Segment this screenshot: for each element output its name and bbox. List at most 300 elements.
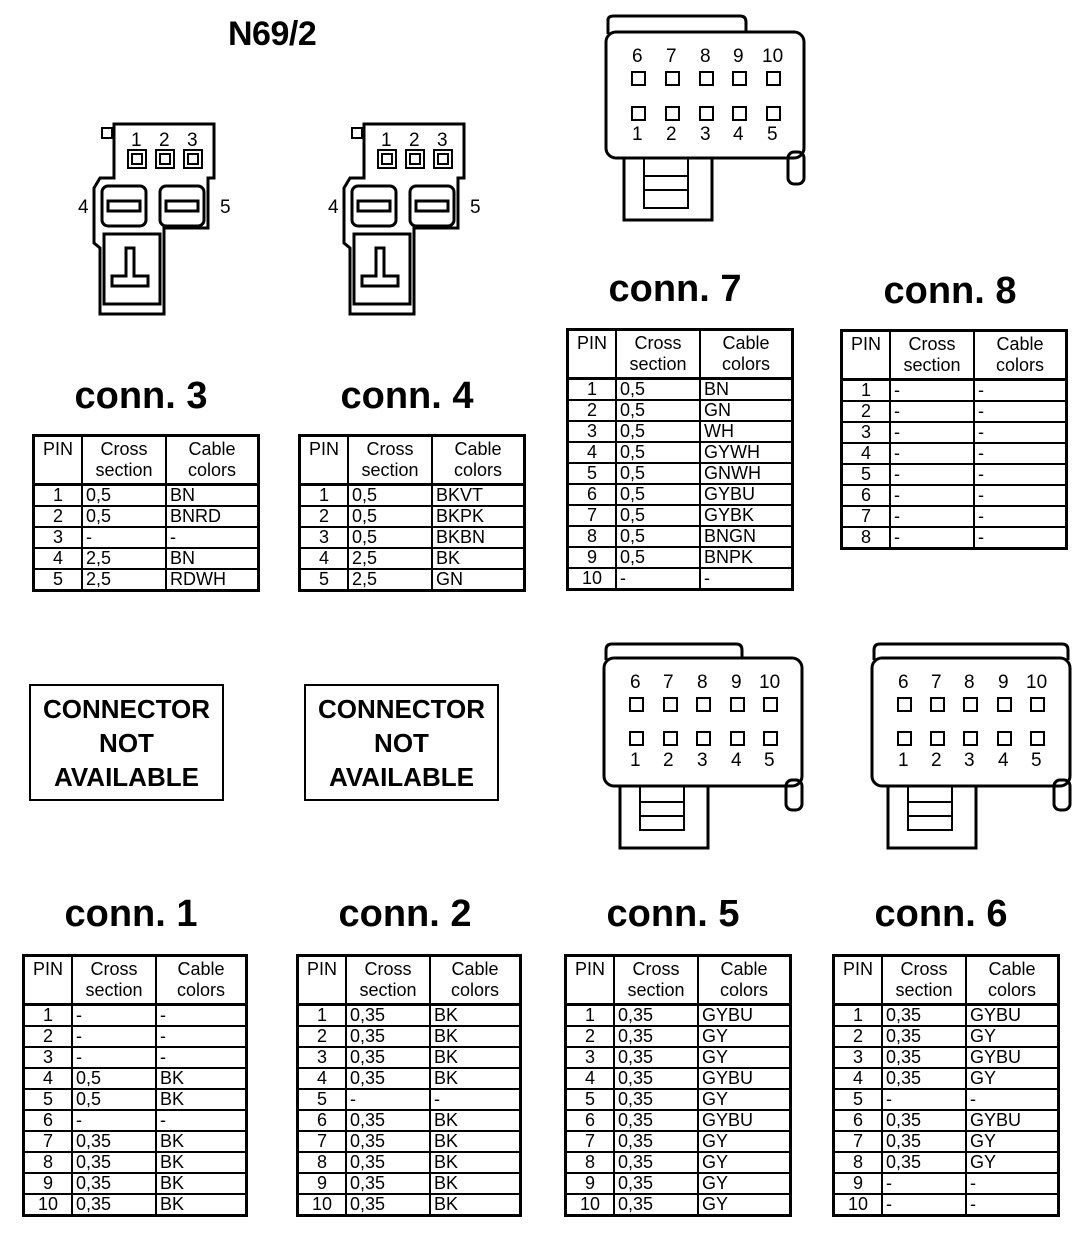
cable-color-value: BK [156, 1173, 247, 1194]
section-label: section [95, 460, 153, 480]
cross-section-value: 0,5 [616, 442, 700, 463]
cross-label: Cross [90, 959, 138, 979]
conn1-pin-table [22, 954, 248, 1217]
cross-section-value: - [890, 443, 974, 464]
pin-label: 4 [998, 750, 1009, 771]
pin-label: 3 [697, 750, 708, 771]
table-row [566, 1194, 791, 1216]
conn1-title: conn. 1 [64, 893, 198, 935]
pin-number: 3 [24, 1047, 73, 1068]
pin-number: 9 [568, 547, 617, 568]
cable-color-value: GN [700, 400, 793, 421]
cable-color-value: BN [700, 379, 793, 401]
cross-section-value: 0,5 [616, 484, 700, 505]
cross-section-value: 0,35 [346, 1047, 430, 1068]
pin-number: 4 [24, 1068, 73, 1089]
cable-color-value: GNWH [700, 463, 793, 484]
cable-color-value: GN [432, 569, 525, 591]
cable-color-value: - [974, 443, 1067, 464]
table-row [568, 526, 793, 547]
pin-label: 6 [632, 46, 643, 67]
pin-label: 8 [697, 672, 708, 693]
cable-color-value: GYBU [966, 1047, 1059, 1068]
pin-number: 3 [834, 1047, 883, 1068]
table-row [568, 463, 793, 484]
table-row [568, 379, 793, 401]
connector-5-drawing [598, 640, 808, 850]
cable-color-value: - [966, 1173, 1059, 1194]
cable-color-value: GYBU [966, 1110, 1059, 1131]
table-row [568, 442, 793, 463]
pin-number: 6 [24, 1110, 73, 1131]
cable-color-value: - [974, 380, 1067, 402]
cable-color-value: - [156, 1026, 247, 1047]
conn4-title: conn. 4 [340, 375, 474, 417]
cross-section-value: 2,5 [82, 548, 166, 569]
cross-section-header [882, 956, 966, 1005]
cross-section-value: 2,5 [348, 569, 432, 591]
cross-section-value: 2,5 [82, 569, 166, 591]
cable-color-value: BK [430, 1047, 521, 1068]
pin-number: 1 [566, 1005, 615, 1027]
conn2-title: conn. 2 [338, 893, 472, 935]
cross-section-value: 0,5 [348, 506, 432, 527]
cable-color-value: - [974, 485, 1067, 506]
pin-label: 3 [964, 750, 975, 771]
colors-label: colors [176, 980, 225, 1000]
cross-section-value: 0,35 [346, 1131, 430, 1152]
colors-label: colors [719, 980, 768, 1000]
table-row [834, 1068, 1059, 1089]
cable-color-value: - [974, 527, 1067, 549]
cross-section-value: 0,35 [346, 1194, 430, 1216]
pin-label: 4 [328, 197, 339, 218]
table-row [566, 1173, 791, 1194]
cross-section-value: - [890, 464, 974, 485]
table-row [24, 1194, 247, 1216]
pin-header-label: PIN [842, 959, 873, 979]
connector-2-not-available-note [304, 684, 499, 801]
pin-header [834, 956, 883, 1005]
cross-section-value: 0,35 [72, 1173, 156, 1194]
cable-color-value: GYBU [966, 1005, 1059, 1027]
pin-number: 6 [834, 1110, 883, 1131]
pin-header [568, 330, 617, 379]
table-row [568, 400, 793, 421]
table-row [298, 1110, 521, 1131]
pin-number: 3 [34, 527, 83, 548]
cross-section-value: 0,5 [72, 1089, 156, 1110]
table-row [34, 506, 259, 527]
conn7-pin-table [566, 328, 794, 591]
pin-number: 3 [566, 1047, 615, 1068]
table-row [24, 1068, 247, 1089]
pin-number: 5 [842, 464, 891, 485]
cable-color-value: BK [156, 1152, 247, 1173]
cable-color-value: GY [698, 1173, 791, 1194]
pin-header [24, 956, 73, 1005]
conn3-title: conn. 3 [74, 375, 208, 417]
cross-section-value: - [890, 527, 974, 549]
table-header-row [834, 956, 1059, 1005]
cross-section-value: - [72, 1047, 156, 1068]
table-header-row [34, 436, 259, 485]
pin-label: 3 [437, 130, 448, 151]
table-row [566, 1005, 791, 1027]
pin-label: 4 [731, 750, 742, 771]
table-row [566, 1152, 791, 1173]
pin-header-label: PIN [574, 959, 605, 979]
cable-color-value: BK [430, 1152, 521, 1173]
pin-number: 5 [300, 569, 349, 591]
cross-label: Cross [100, 439, 148, 459]
cable-color-value: - [156, 1110, 247, 1131]
connector-4-drawing [328, 118, 488, 318]
cross-section-header [346, 956, 430, 1005]
cable-color-value: BK [430, 1026, 521, 1047]
cross-section-value: 0,35 [614, 1131, 698, 1152]
cable-color-value: BNRD [166, 506, 259, 527]
cross-label: Cross [364, 959, 412, 979]
cable-color-value: BK [430, 1005, 521, 1027]
pin-number: 9 [834, 1173, 883, 1194]
table-header-row [300, 436, 525, 485]
cross-section-value: 0,35 [882, 1026, 966, 1047]
cable-color-value: - [974, 464, 1067, 485]
cable-colors-header [698, 956, 791, 1005]
table-row [298, 1152, 521, 1173]
cross-section-value: 0,35 [614, 1005, 698, 1027]
table-row [300, 548, 525, 569]
pin-number: 5 [24, 1089, 73, 1110]
conn8-pin-table [840, 329, 1068, 550]
cable-color-value: BN [166, 485, 259, 507]
pin-label: 9 [731, 672, 742, 693]
table-row [834, 1005, 1059, 1027]
pin-number: 2 [568, 400, 617, 421]
cable-color-value: - [156, 1047, 247, 1068]
cable-label: Cable [177, 959, 225, 979]
cable-color-value: BK [156, 1194, 247, 1216]
pin-number: 1 [34, 485, 83, 507]
table-header-row [568, 330, 793, 379]
table-header-row [298, 956, 521, 1005]
cable-color-value: BNPK [700, 547, 793, 568]
cross-section-value: - [882, 1089, 966, 1110]
cable-color-value: GY [698, 1089, 791, 1110]
pin-header [566, 956, 615, 1005]
table-row [298, 1005, 521, 1027]
cable-color-value: GYBU [700, 484, 793, 505]
pin-number: 2 [24, 1026, 73, 1047]
cable-label: Cable [188, 439, 236, 459]
pin-number: 7 [842, 506, 891, 527]
cable-color-value: GY [698, 1194, 791, 1216]
cross-section-header [348, 436, 432, 485]
cable-color-value: BK [430, 1068, 521, 1089]
table-row [566, 1089, 791, 1110]
pin-label: 1 [630, 750, 641, 771]
cable-colors-header [974, 331, 1067, 380]
pin-number: 10 [566, 1194, 615, 1216]
na-line-3: AVAILABLE [329, 761, 474, 792]
cross-section-value: 0,35 [882, 1047, 966, 1068]
cross-section-value: 0,35 [346, 1005, 430, 1027]
cross-section-value: 0,5 [616, 400, 700, 421]
cross-section-value: 0,5 [616, 526, 700, 547]
cable-label: Cable [720, 959, 768, 979]
table-row [24, 1131, 247, 1152]
cable-colors-header [966, 956, 1059, 1005]
cross-section-value: 0,5 [616, 463, 700, 484]
cross-section-value: - [616, 568, 700, 590]
cable-colors-header [166, 436, 259, 485]
table-row [24, 1152, 247, 1173]
pin-label: 1 [632, 124, 643, 145]
cable-label: Cable [722, 333, 770, 353]
cross-section-value: 0,35 [614, 1026, 698, 1047]
table-row [842, 506, 1067, 527]
table-row [298, 1089, 521, 1110]
cross-section-value: - [72, 1026, 156, 1047]
pin-header-label: PIN [306, 959, 337, 979]
cross-section-value: 0,35 [346, 1026, 430, 1047]
cable-color-value: GY [966, 1068, 1059, 1089]
cable-color-value: BK [156, 1089, 247, 1110]
pin-number: 1 [24, 1005, 73, 1027]
table-row [834, 1173, 1059, 1194]
pin-number: 4 [34, 548, 83, 569]
table-row [568, 505, 793, 526]
pin-number: 4 [834, 1068, 883, 1089]
pin-label: 8 [964, 672, 975, 693]
connector-7-drawing [600, 14, 810, 224]
cable-color-value: GYBU [698, 1068, 791, 1089]
cross-section-value: 0,35 [614, 1047, 698, 1068]
cable-color-value: BK [430, 1194, 521, 1216]
pin-label: 6 [898, 672, 909, 693]
pin-label: 2 [409, 130, 420, 151]
conn5-pin-table [564, 954, 792, 1217]
cross-section-value: 0,35 [346, 1152, 430, 1173]
pin-number: 2 [300, 506, 349, 527]
table-row [568, 568, 793, 590]
table-row [298, 1173, 521, 1194]
cable-colors-header [156, 956, 247, 1005]
cable-color-value: WH [700, 421, 793, 442]
pin-number: 9 [24, 1173, 73, 1194]
cross-section-value: - [890, 401, 974, 422]
pin-label: 5 [1031, 750, 1042, 771]
pin-number: 1 [298, 1005, 347, 1027]
table-row [834, 1131, 1059, 1152]
cross-section-value: 0,35 [614, 1152, 698, 1173]
pin-number: 4 [298, 1068, 347, 1089]
table-row [842, 422, 1067, 443]
conn5-title: conn. 5 [606, 893, 740, 935]
cable-color-value: GY [698, 1152, 791, 1173]
table-row [24, 1026, 247, 1047]
cross-section-value: 0,35 [614, 1194, 698, 1216]
pin-number: 3 [300, 527, 349, 548]
table-row [24, 1089, 247, 1110]
cable-color-value: BK [430, 1110, 521, 1131]
pin-number: 3 [842, 422, 891, 443]
pin-label: 4 [78, 197, 89, 218]
pin-header-label: PIN [850, 334, 881, 354]
cross-section-value: 0,5 [616, 421, 700, 442]
cross-label: Cross [366, 439, 414, 459]
pin-label: 5 [764, 750, 775, 771]
cable-color-value: - [974, 422, 1067, 443]
table-row [298, 1047, 521, 1068]
cable-color-value: BK [156, 1068, 247, 1089]
pin-label: 5 [767, 124, 778, 145]
cable-label: Cable [454, 439, 502, 459]
pin-number: 7 [566, 1131, 615, 1152]
cable-color-value: BK [430, 1131, 521, 1152]
colors-label: colors [987, 980, 1036, 1000]
cable-color-value: - [166, 527, 259, 548]
cable-color-value: - [974, 401, 1067, 422]
table-row [842, 380, 1067, 402]
colors-label: colors [450, 980, 499, 1000]
section-label: section [629, 354, 687, 374]
cable-color-value: GY [698, 1047, 791, 1068]
conn2-pin-table [296, 954, 522, 1217]
cross-section-value: 0,35 [614, 1068, 698, 1089]
pin-label: 2 [666, 124, 677, 145]
cross-section-value: - [346, 1089, 430, 1110]
pin-number: 10 [24, 1194, 73, 1216]
pin-label: 1 [381, 130, 392, 151]
pin-header [300, 436, 349, 485]
cable-color-value: GYWH [700, 442, 793, 463]
pin-number: 2 [566, 1026, 615, 1047]
cable-color-value: - [966, 1089, 1059, 1110]
table-row [566, 1110, 791, 1131]
cable-label: Cable [988, 959, 1036, 979]
cross-section-value: 0,5 [82, 485, 166, 507]
pin-label: 7 [663, 672, 674, 693]
cross-section-header [614, 956, 698, 1005]
colors-label: colors [995, 355, 1044, 375]
table-row [24, 1173, 247, 1194]
table-row [834, 1026, 1059, 1047]
pin-number: 8 [298, 1152, 347, 1173]
connector-3-drawing [78, 118, 238, 318]
cross-section-value: 0,35 [346, 1068, 430, 1089]
table-row [842, 464, 1067, 485]
pin-number: 6 [298, 1110, 347, 1131]
section-label: section [359, 980, 417, 1000]
cross-section-value: 0,35 [882, 1005, 966, 1027]
pin-number: 1 [834, 1005, 883, 1027]
cross-section-value: 0,35 [882, 1152, 966, 1173]
cable-color-value: - [966, 1194, 1059, 1216]
cable-colors-header [430, 956, 521, 1005]
pin-label: 3 [700, 124, 711, 145]
pin-number: 3 [298, 1047, 347, 1068]
cross-section-value: 0,5 [72, 1068, 156, 1089]
table-row [834, 1089, 1059, 1110]
pin-label: 9 [998, 672, 1009, 693]
cable-color-value: - [156, 1005, 247, 1027]
cross-section-value: 0,35 [346, 1173, 430, 1194]
cross-section-value: - [890, 506, 974, 527]
table-row [566, 1131, 791, 1152]
pin-number: 7 [834, 1131, 883, 1152]
na-line-2: NOT [99, 727, 154, 758]
connector-1-not-available-note [29, 684, 224, 801]
conn6-title: conn. 6 [874, 893, 1008, 935]
cable-color-value: GY [966, 1026, 1059, 1047]
cross-label: Cross [632, 959, 680, 979]
table-row [34, 527, 259, 548]
table-row [298, 1194, 521, 1216]
cross-section-header [82, 436, 166, 485]
pin-number: 1 [568, 379, 617, 401]
conn7-title: conn. 7 [608, 268, 742, 310]
colors-label: colors [453, 460, 502, 480]
pin-number: 4 [842, 443, 891, 464]
pin-label: 10 [1026, 672, 1048, 693]
cable-color-value: GY [698, 1026, 791, 1047]
cross-section-value: - [72, 1110, 156, 1131]
cable-color-value: - [974, 506, 1067, 527]
pin-number: 4 [566, 1068, 615, 1089]
cross-section-value: 0,35 [614, 1173, 698, 1194]
pin-number: 2 [834, 1026, 883, 1047]
pin-number: 4 [568, 442, 617, 463]
cross-section-value: 0,5 [616, 505, 700, 526]
pin-header-label: PIN [32, 959, 63, 979]
pin-label: 8 [700, 46, 711, 67]
pin-label: 7 [931, 672, 942, 693]
cable-color-value: - [700, 568, 793, 590]
table-row [298, 1026, 521, 1047]
cross-section-value: 0,5 [616, 379, 700, 401]
cable-color-value: GYBU [698, 1110, 791, 1131]
cross-section-value: - [882, 1194, 966, 1216]
pin-number: 1 [300, 485, 349, 507]
pin-header-label: PIN [42, 439, 73, 459]
pin-number: 2 [298, 1026, 347, 1047]
table-row [300, 506, 525, 527]
table-row [842, 527, 1067, 549]
pin-number: 8 [842, 527, 891, 549]
cable-colors-header [432, 436, 525, 485]
table-row [834, 1110, 1059, 1131]
cable-color-value: RDWH [166, 569, 259, 591]
cross-section-value: 0,35 [882, 1110, 966, 1131]
pin-label: 5 [470, 197, 481, 218]
table-row [298, 1131, 521, 1152]
cross-section-value: 0,35 [614, 1089, 698, 1110]
cross-section-header [72, 956, 156, 1005]
cross-section-header [890, 331, 974, 380]
section-label: section [85, 980, 143, 1000]
pin-header-label: PIN [576, 333, 607, 353]
pin-number: 8 [24, 1152, 73, 1173]
pin-number: 5 [566, 1089, 615, 1110]
cable-color-value: GY [966, 1152, 1059, 1173]
cable-color-value: BKBN [432, 527, 525, 548]
pin-label: 5 [220, 197, 231, 218]
cable-color-value: BKPK [432, 506, 525, 527]
table-row [24, 1047, 247, 1068]
table-row [566, 1047, 791, 1068]
